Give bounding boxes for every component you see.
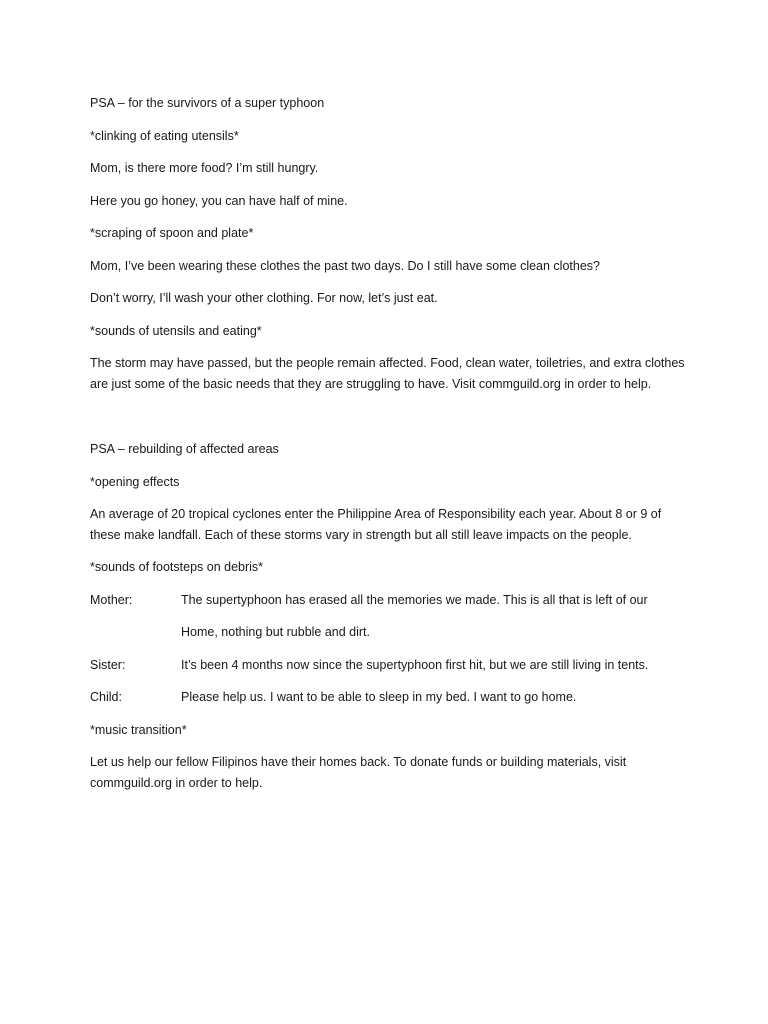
speaker-label: Sister:	[90, 657, 126, 672]
sound-cue: *sounds of footsteps on debris*	[90, 560, 264, 574]
sound-cue: *sounds of utensils and eating*	[90, 323, 262, 338]
document-page	[90, 93, 690, 805]
speaker-line: The supertyphoon has erased all the memories we made. This is all that is left of our	[181, 592, 648, 607]
narration-paragraph: Let us help our fellow Filipinos have their homes back. To donate funds or building materials, visit commguild.org in order to help.	[90, 755, 627, 790]
sound-cue: *clinking of eating utensils*	[90, 128, 239, 143]
section-spacer	[90, 406, 690, 439]
narration-paragraph: The storm may have passed, but the people remain affected. Food, clean water, toiletries, and extra clothes are just some of the basic needs that they are struggling to have. Visit commguild.org in order to help.	[90, 356, 685, 391]
sound-cue: *scraping of spoon and plate*	[90, 226, 254, 240]
section1-title: PSA – for the survivors of a super typhoon	[90, 96, 325, 110]
dialogue-row-mother	[90, 590, 690, 611]
speaker-line: It’s been 4 months now since the supertyphoon first hit, but we are still living in tents.	[181, 657, 649, 672]
speaker-label: Mother:	[90, 592, 133, 607]
section2-title: PSA – rebuilding of affected areas	[90, 442, 279, 456]
speaker-line: Please help us. I want to be able to sleep in my bed. I want to go home.	[181, 690, 577, 704]
speaker-label: Child:	[90, 690, 122, 704]
narration-paragraph: An average of 20 tropical cyclones enter the Philippine Area of Responsibility each year. About 8 or 9 of these make landfall. Each of these storms vary in strength but all still leave impacts on the people.	[90, 507, 662, 542]
dialogue-row-sister	[90, 655, 690, 676]
sound-cue: *music transition*	[90, 722, 187, 737]
dialogue-line: Mom, I’ve been wearing these clothes the past two days. Do I still have some clean clothes?	[90, 258, 600, 273]
dialogue-line: Don’t worry, I’ll wash your other clothing. For now, let’s just eat.	[90, 291, 438, 305]
speaker-line-continuation: Home, nothing but rubble and dirt.	[181, 625, 371, 639]
dialogue-line: Here you go honey, you can have half of mine.	[90, 193, 348, 208]
sound-cue: *opening effects	[90, 474, 180, 489]
dialogue-row-child	[90, 687, 690, 708]
dialogue-line: Mom, is there more food? I’m still hungry.	[90, 161, 319, 175]
